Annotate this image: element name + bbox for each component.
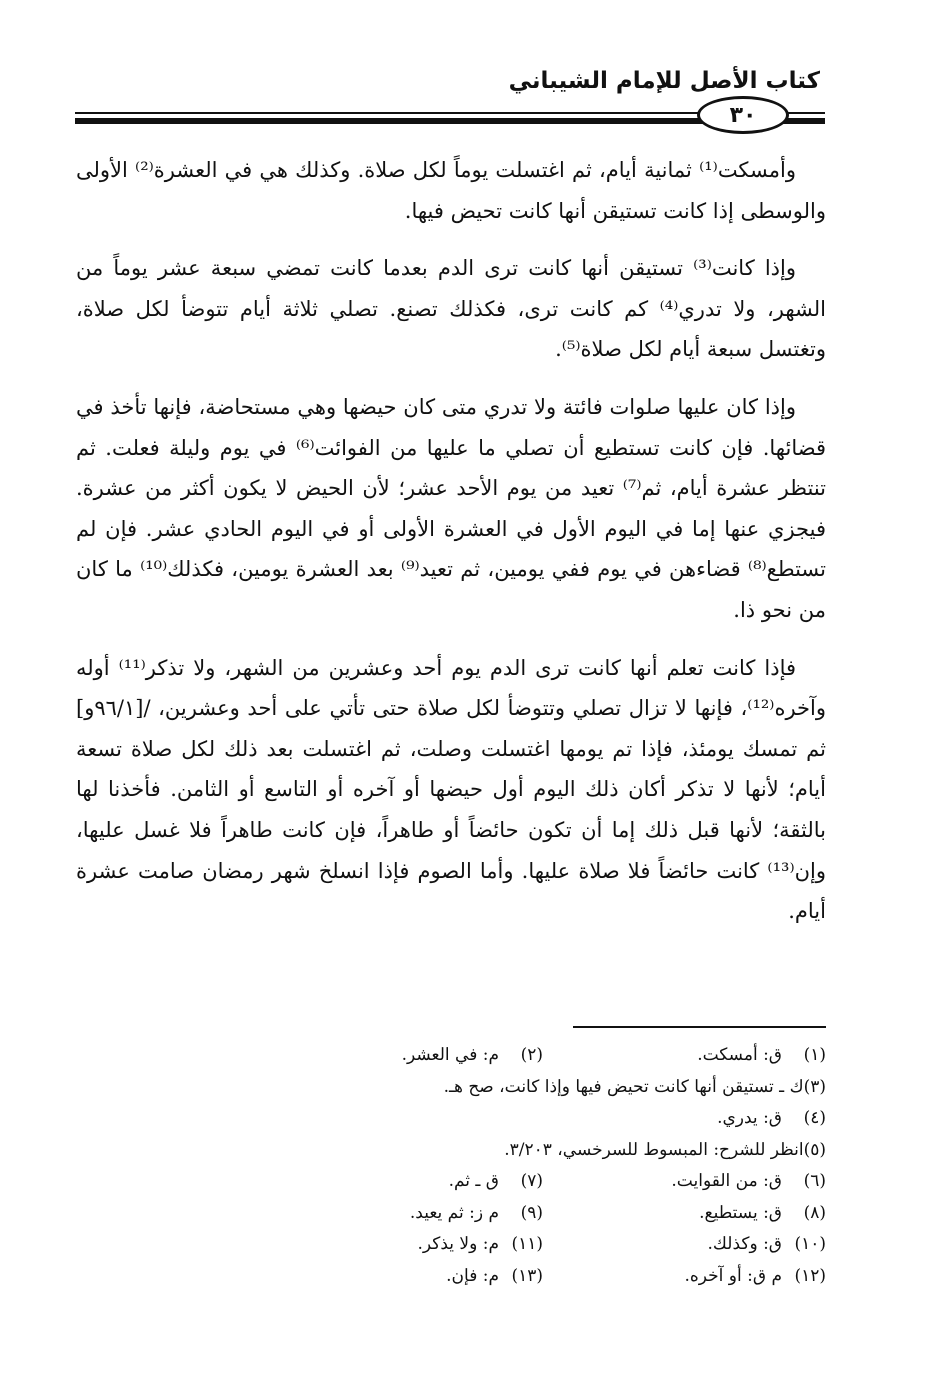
- paragraph: وأمسكت⁽¹⁾ ثمانية أيام، ثم اغتسلت يوماً لكل صلاة. وكذلك هي في العشرة⁽²⁾ الأولى والوسطى إذا كانت تستيقن أنها كانت تحيض فيها.: [76, 158, 826, 223]
- footnote: [516, 1103, 826, 1135]
- footnote-number: (١٢): [794, 1265, 826, 1286]
- footnotes: [260, 1040, 826, 1292]
- footnote: [543, 1229, 826, 1261]
- footnote-row: [260, 1072, 826, 1104]
- footnote-row: [260, 1198, 826, 1230]
- footnote-number: (٥): [803, 1139, 826, 1160]
- footnote-text: ق ـ ثم.: [448, 1171, 499, 1191]
- footnote-number: (١١): [511, 1234, 543, 1254]
- footnote-number: (١٣): [511, 1265, 543, 1286]
- footnote-text: انظر للشرح: المبسوط للسرخسي، ٣/٢٠٣.: [504, 1139, 804, 1160]
- footnote-number: (١): [803, 1045, 826, 1065]
- footnote: [260, 1229, 543, 1261]
- footnote-row: [260, 1040, 826, 1072]
- footnote-row: [260, 1135, 826, 1167]
- footnote-text: ق: من القوايت.: [671, 1171, 782, 1191]
- footnote-number: (٤): [803, 1108, 826, 1128]
- footnote-text: م ق: أو آخره.: [684, 1265, 782, 1286]
- footnote-number: (٨): [803, 1202, 826, 1223]
- footnote-number: (٣): [803, 1076, 826, 1097]
- footnote-text: ق: يدري.: [717, 1108, 782, 1128]
- footnote-row: [260, 1103, 826, 1135]
- running-header-title: كتاب الأصل للإمام الشيباني: [508, 68, 820, 94]
- main-text: [76, 150, 826, 949]
- footnote-row: [260, 1229, 826, 1261]
- footnote: [260, 1261, 543, 1293]
- footnote-text: م ز: ثم يعيد.: [409, 1202, 499, 1223]
- footnote-separator: [573, 1026, 826, 1028]
- footnote: [504, 1135, 826, 1167]
- footnote-number: (٦): [803, 1171, 826, 1191]
- footnote-text: م: فإن.: [446, 1265, 499, 1286]
- footnote-text: م: ولا يذكر.: [417, 1234, 499, 1254]
- footnote: [260, 1040, 543, 1072]
- footnote: [260, 1166, 543, 1198]
- footnote-number: (٩): [520, 1202, 543, 1223]
- footnote-text: ق: يستطيع.: [699, 1202, 782, 1223]
- footnote: [543, 1198, 826, 1230]
- footnote: [260, 1198, 543, 1230]
- paragraph: وإذا كانت⁽³⁾ تستيقن أنها كانت ترى الدم بعدما كانت تمضي سبعة عشر يوماً من الشهر، ولا تدري⁽⁴⁾ كم كانت ترى، فكذلك تصنع. تصلي ثلاثة أيام تتوضأ لكل صلاة، وتغتسل سبعة أيام لكل صلاة⁽⁵⁾.: [76, 256, 826, 362]
- footnote-text: م: في العشر.: [401, 1045, 499, 1065]
- footnote-number: (٢): [520, 1045, 543, 1065]
- footnote-number: (٧): [520, 1171, 543, 1191]
- footnote: [443, 1072, 826, 1104]
- footnote-row: [260, 1261, 826, 1293]
- page-number: ٣٠: [729, 102, 757, 128]
- footnote: [543, 1166, 826, 1198]
- footnote-text: ك ـ تستيقن أنها كانت تحيض فيها وإذا كانت، صح هـ.: [443, 1076, 804, 1097]
- footnote: [543, 1261, 826, 1293]
- footnote-text: ق: وكذلك.: [707, 1234, 782, 1254]
- footnote-number: (١٠): [794, 1234, 826, 1254]
- footnote-row: [260, 1166, 826, 1198]
- paragraph: فإذا كانت تعلم أنها كانت ترى الدم يوم أحد وعشرين من الشهر، ولا تذكر⁽¹¹⁾ أوله وآخره⁽¹²⁾، فإنها لا تزال تصلي وتتوضأ لكل صلاة حتى تأتي على أحد وعشرين، /[٩٦/١و] ثم تمسك يومئذ، فإذا تم يومها اغتسلت وصلت، ثم اغتسلت بعد ذلك لكل صلاة تسعة أيام؛ لأنها لا تذكر أكان ذلك اليوم أول حيضها أو آخره أو التاسع أو الثامن. فأخذنا لها بالثقة؛ لأنها قبل ذلك إما أن تكون حائضاً أو طاهراً، فإن كانت طاهراً فلا غسل عليها، وإن⁽¹³⁾ كانت حائضاً فلا صلاة عليها. وأما الصوم فإذا انسلخ شهر رمضان صامت عشرة أيام.: [76, 655, 826, 924]
- paragraph: وإذا كان عليها صلوات فائتة ولا تدري متى كان حيضها وهي مستحاضة، فإنها تأخذ في قضائها. فإن كانت تستطيع أن تصلي ما عليها من الفوائت⁽⁶⁾ في يوم وليلة فعلت. ثم تنتظر عشرة أيام، ثم⁽⁷⁾ تعيد من يوم الأحد عشر؛ لأن الحيض لا يكون أكثر من عشرة. فيجزي عنها إما في اليوم الأول في العشرة الأولى أو في اليوم الحادي عشر. فإن لم تستطع⁽⁸⁾ قضاءهن في يوم ففي يومين، ثم تعيد⁽⁹⁾ بعد العشرة يومين، فكذلك⁽¹⁰⁾ ما كان من نحو ذا.: [76, 394, 826, 622]
- footnote-text: ق: أمسكت.: [697, 1045, 782, 1065]
- page-number-badge: [697, 96, 789, 134]
- footnote: [543, 1040, 826, 1072]
